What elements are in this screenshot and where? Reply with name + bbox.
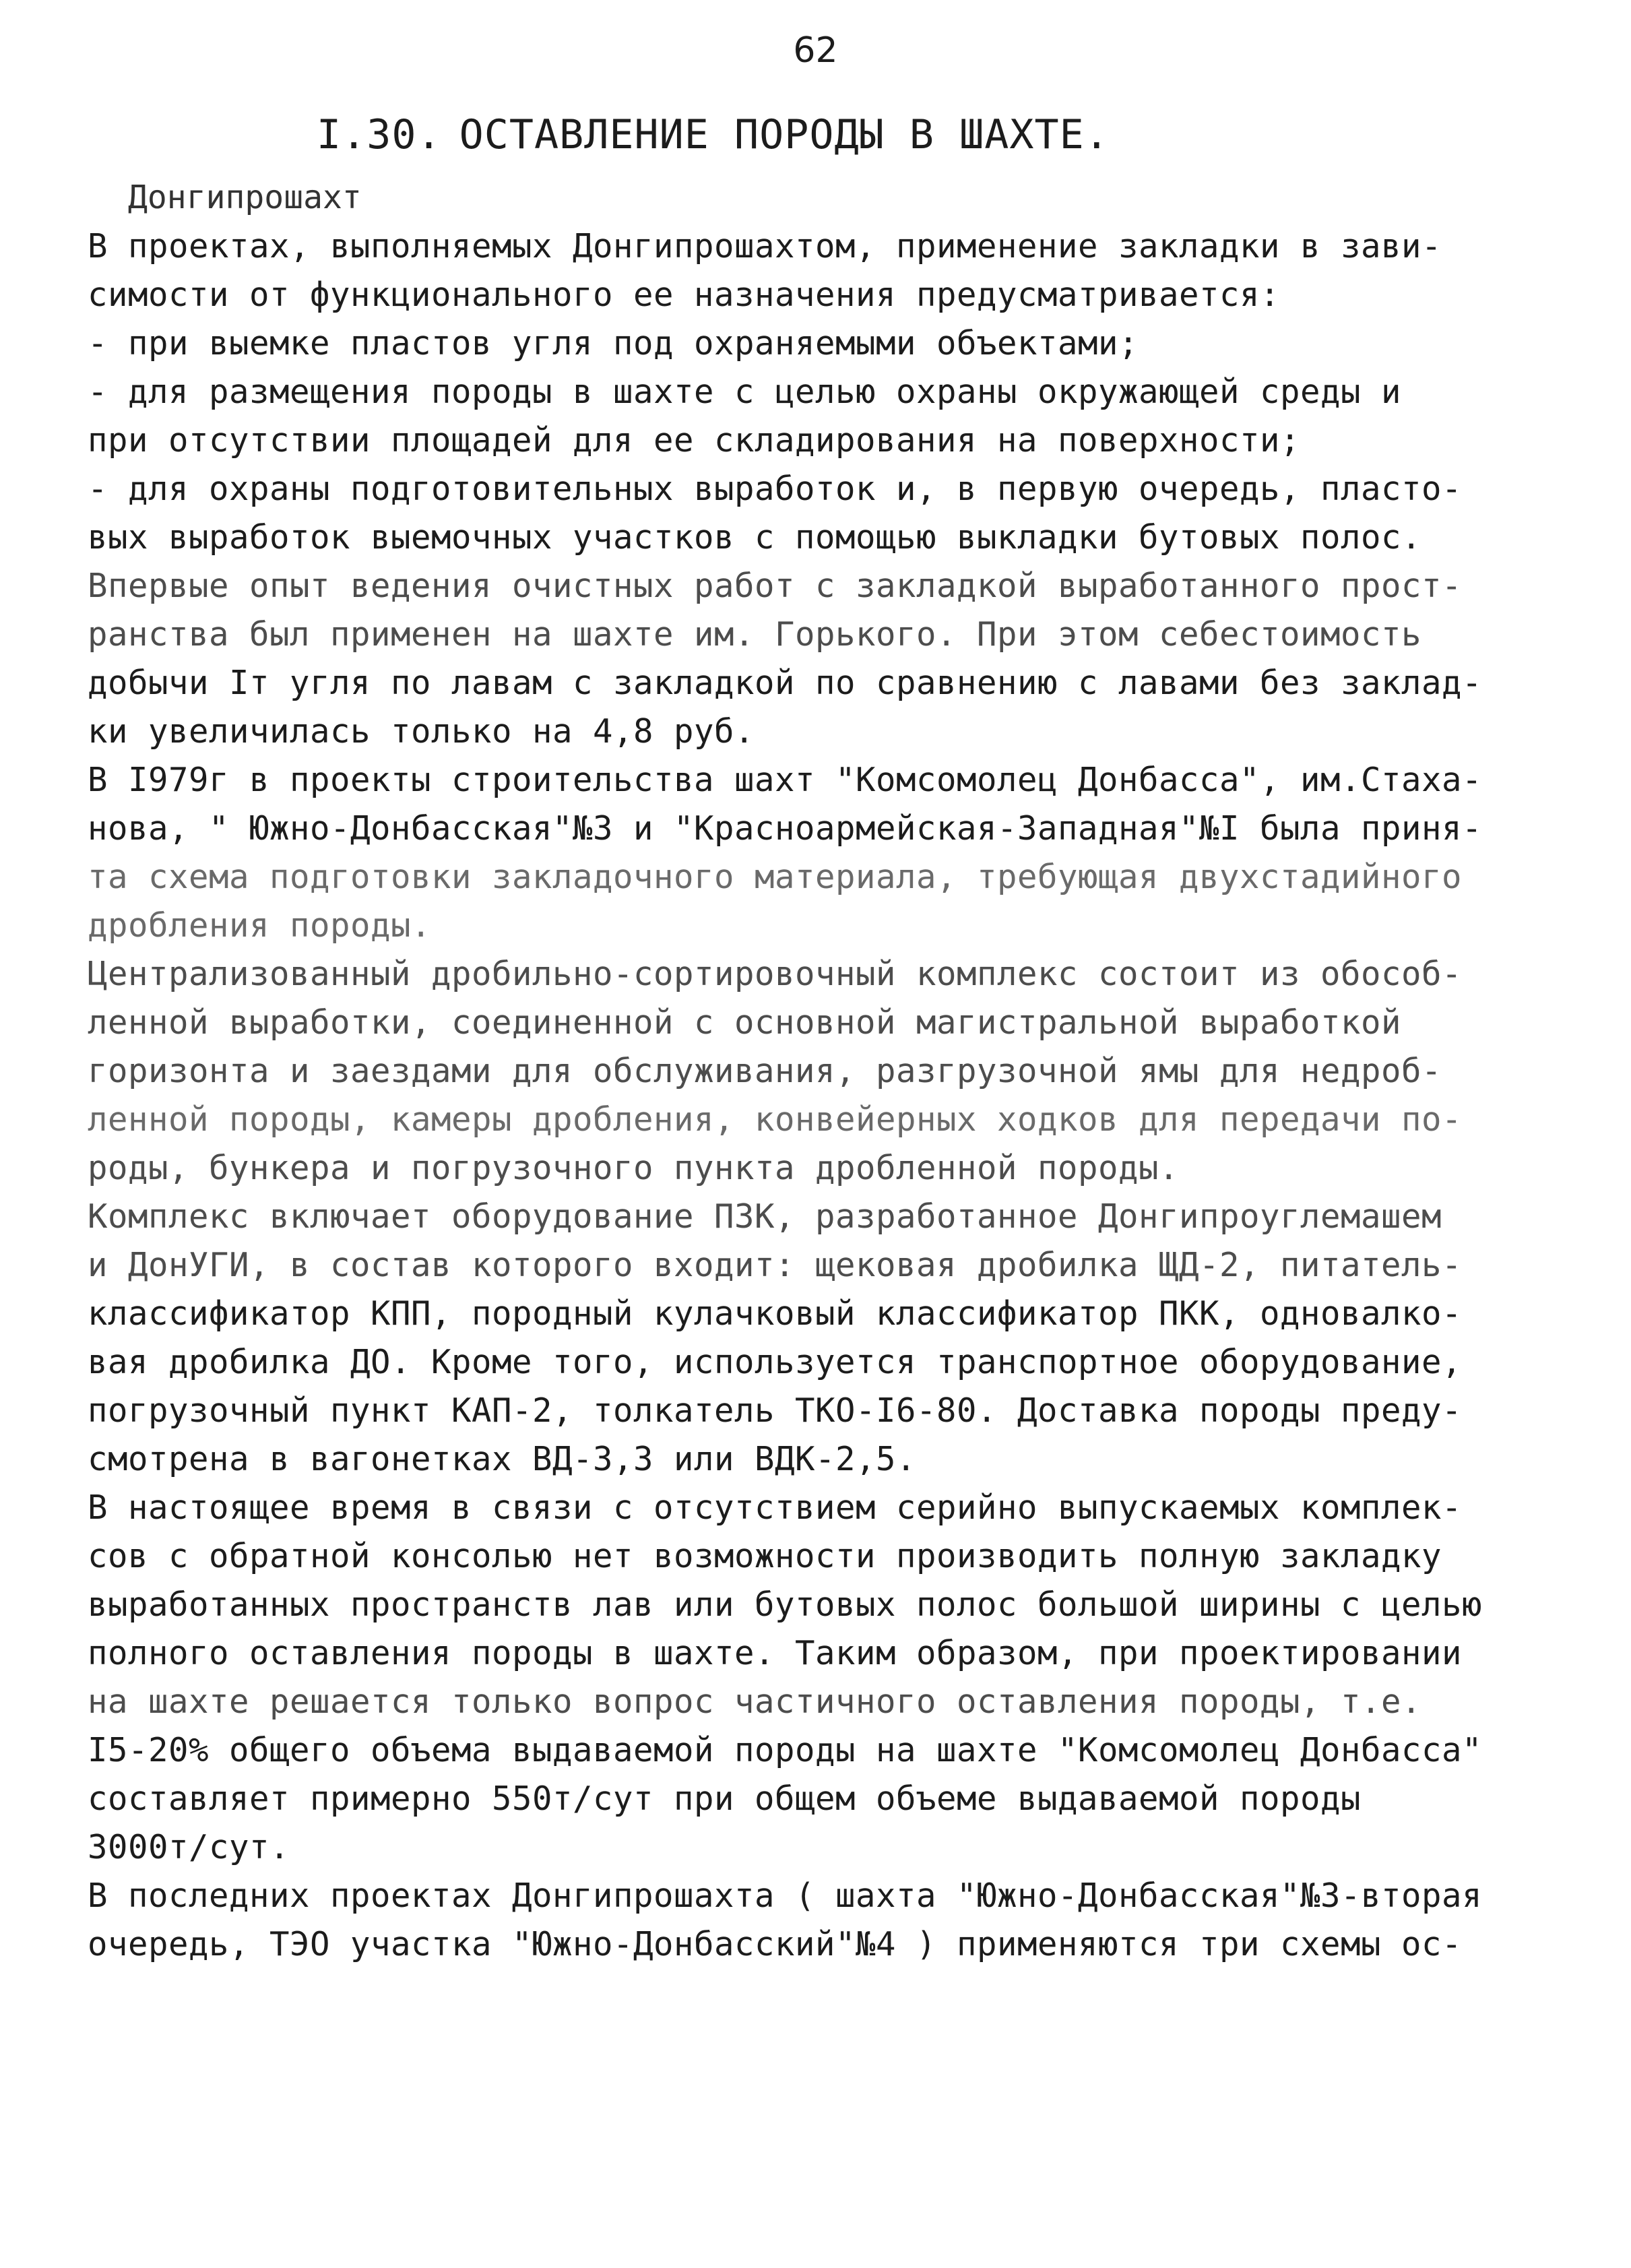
text-line: ленной выработки, соединенной с основной магистральной выработкой	[88, 1003, 1402, 1042]
text-line: классификатор КПП, породный кулачковый классификатор ПКК, одновалко-	[88, 1294, 1463, 1333]
text-line: нова, " Южно-Донбасская"№3 и "Красноармейская-Западная"№I была приня-	[88, 809, 1483, 848]
text-line: сов с обратной консолью нет возможности производить полную закладку	[88, 1537, 1442, 1575]
section-title: ОСТАВЛЕНИЕ ПОРОДЫ В ШАХТЕ.	[459, 111, 1110, 158]
page-number: 62	[793, 30, 838, 71]
text-line: и ДонУГИ, в состав которого входит: щековая дробилка ЩД-2, питатель-	[88, 1246, 1463, 1284]
author-organization: Донгипрошахт	[128, 179, 362, 216]
text-line: - для размещения породы в шахте с целью охраны окружающей среды и	[88, 373, 1402, 411]
text-line: вых выработок выемочных участков с помощью выкладки бутовых полос.	[88, 518, 1422, 557]
text-line: выработанных пространств лав или бутовых полос большой ширины с целью	[88, 1585, 1483, 1624]
text-line: симости от функционального ее назначения предусматривается:	[88, 276, 1281, 314]
text-line: смотрена в вагонетках ВД-3,3 или ВДК-2,5.	[88, 1440, 917, 1478]
text-line: В I979г в проекты строительства шахт "Комсомолец Донбасса", им.Стаха-	[88, 761, 1483, 799]
text-line: Впервые опыт ведения очистных работ с закладкой выработанного прост-	[88, 567, 1463, 605]
text-line: - для охраны подготовительных выработок и, в первую очередь, пласто-	[88, 470, 1463, 508]
text-line: составляет примерно 550т/сут при общем объеме выдаваемой породы	[88, 1779, 1362, 1818]
text-line: В проектах, выполняемых Донгипрошахтом, применение закладки в зави-	[88, 227, 1442, 265]
text-line: ленной породы, камеры дробления, конвейерных ходков для передачи по-	[88, 1100, 1463, 1139]
text-line: горизонта и заездами для обслуживания, разгрузочной ямы для недроб-	[88, 1052, 1442, 1090]
body-text	[88, 222, 1590, 1969]
text-line: при отсутствии площадей для ее складирования на поверхности;	[88, 421, 1301, 460]
text-line: роды, бункера и погрузочного пункта дробленной породы.	[88, 1149, 1180, 1187]
text-line: добычи Iт угля по лавам с закладкой по сравнению с лавами без заклад-	[88, 664, 1483, 702]
text-line: Централизованный дробильно-сортировочный комплекс состоит из обособ-	[88, 955, 1463, 993]
text-line: погрузочный пункт КАП-2, толкатель ТКО-I6-80. Доставка породы преду-	[88, 1391, 1463, 1430]
text-line: В настоящее время в связи с отсутствием серийно выпускаемых комплек-	[88, 1488, 1463, 1527]
text-line: ранства был применен на шахте им. Горького. При этом себестоимость	[88, 615, 1422, 654]
text-line: на шахте решается только вопрос частичного оставления породы, т.е.	[88, 1682, 1422, 1721]
text-line: Комплекс включает оборудование ПЗК, разработанное Донгипроуглемашем	[88, 1197, 1442, 1236]
text-line: 3000т/сут.	[88, 1828, 290, 1866]
section-number: I.30.	[317, 111, 442, 158]
text-line: ки увеличилась только на 4,8 руб.	[88, 712, 755, 751]
text-line: - при выемке пластов угля под охраняемыми объектами;	[88, 324, 1139, 363]
text-line: та схема подготовки закладочного материала, требующая двухстадийного	[88, 858, 1463, 896]
text-line: В последних проектах Донгипрошахта ( шахта "Южно-Донбасская"№3-вторая	[88, 1877, 1483, 1915]
section-heading	[317, 108, 1110, 162]
text-line: очередь, ТЭО участка "Южно-Донбасский"№4 ) применяются три схемы ос-	[88, 1925, 1463, 1963]
text-line: вая дробилка ДО. Кроме того, используется транспортное оборудование,	[88, 1343, 1463, 1381]
text-line: I5-20% общего объема выдаваемой породы на шахте "Комсомолец Донбасса"	[88, 1731, 1483, 1769]
text-line: полного оставления породы в шахте. Таким образом, при проектировании	[88, 1634, 1463, 1672]
text-line: дробления породы.	[88, 906, 432, 945]
